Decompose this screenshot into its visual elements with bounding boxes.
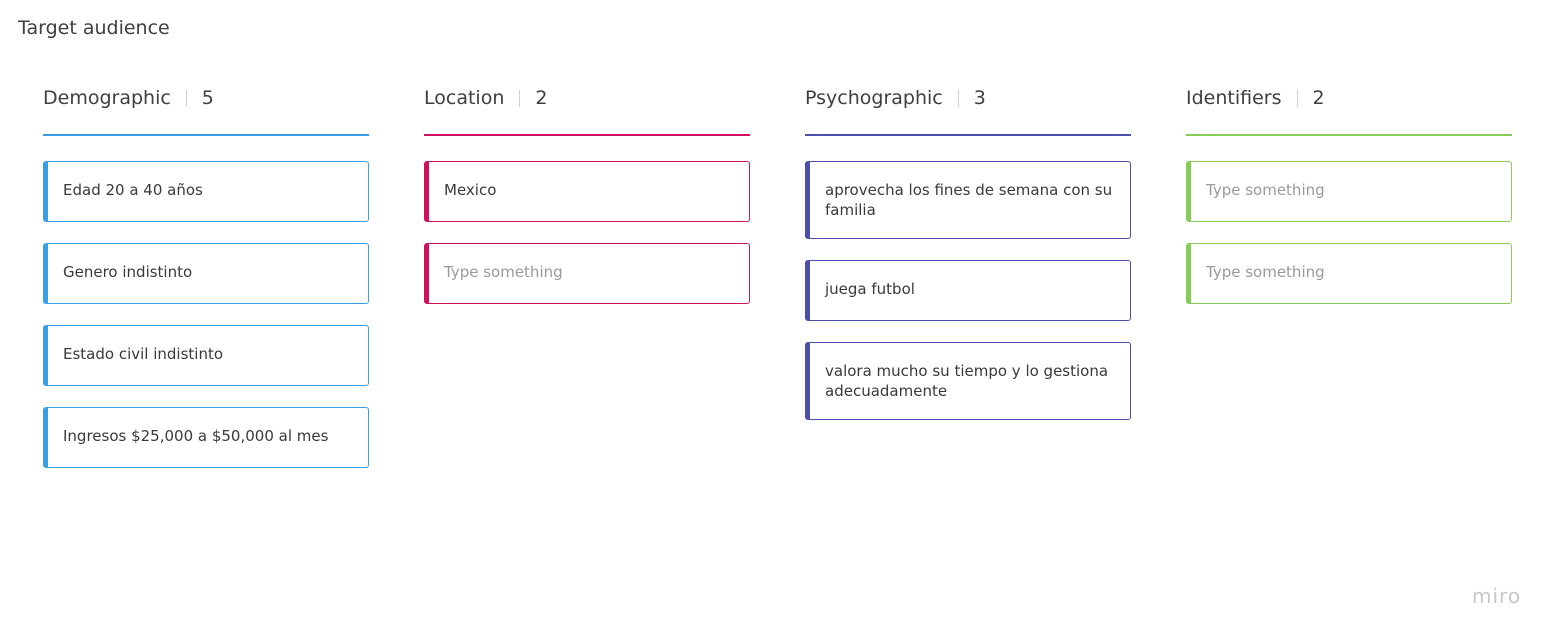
column-psychographic [805,84,1131,441]
column-header [424,84,750,112]
column-title[interactable]: Demographic [43,87,171,109]
card-list [1186,161,1512,304]
card[interactable]: valora mucho su tiempo y lo gestiona adecuadamente [805,342,1131,420]
column-location [424,84,750,325]
column-header-divider [186,90,187,107]
card[interactable]: Edad 20 a 40 años [43,161,369,222]
column-header-divider [1297,90,1298,107]
column-count: 5 [201,87,214,109]
column-title[interactable]: Identifiers [1186,87,1282,109]
column-header-divider [519,90,520,107]
card-list [424,161,750,304]
board-title: Target audience [18,17,170,39]
card-list [43,161,369,468]
card[interactable]: Estado civil indistinto [43,325,369,386]
miro-logo: miro [1472,584,1522,608]
column-count: 2 [1312,87,1325,109]
column-rule [1186,134,1512,136]
card[interactable]: Genero indistinto [43,243,369,304]
column-header-divider [958,90,959,107]
column-count: 2 [535,87,548,109]
column-count: 3 [973,87,986,109]
column-rule [805,134,1131,136]
column-title[interactable]: Psychographic [805,87,943,109]
column-identifiers [1186,84,1512,325]
column-rule [43,134,369,136]
card-list [805,161,1131,420]
card[interactable]: juega futbol [805,260,1131,321]
card-placeholder[interactable]: Type something [1186,243,1512,304]
card[interactable]: Ingresos $25,000 a $50,000 al mes [43,407,369,468]
column-header [805,84,1131,112]
column-rule [424,134,750,136]
column-title[interactable]: Location [424,87,505,109]
column-header [1186,84,1512,112]
card[interactable]: aprovecha los fines de semana con su familia [805,161,1131,239]
card-placeholder[interactable]: Type something [1186,161,1512,222]
column-demographic [43,84,369,489]
card[interactable]: Mexico [424,161,750,222]
column-header [43,84,369,112]
card-placeholder[interactable]: Type something [424,243,750,304]
